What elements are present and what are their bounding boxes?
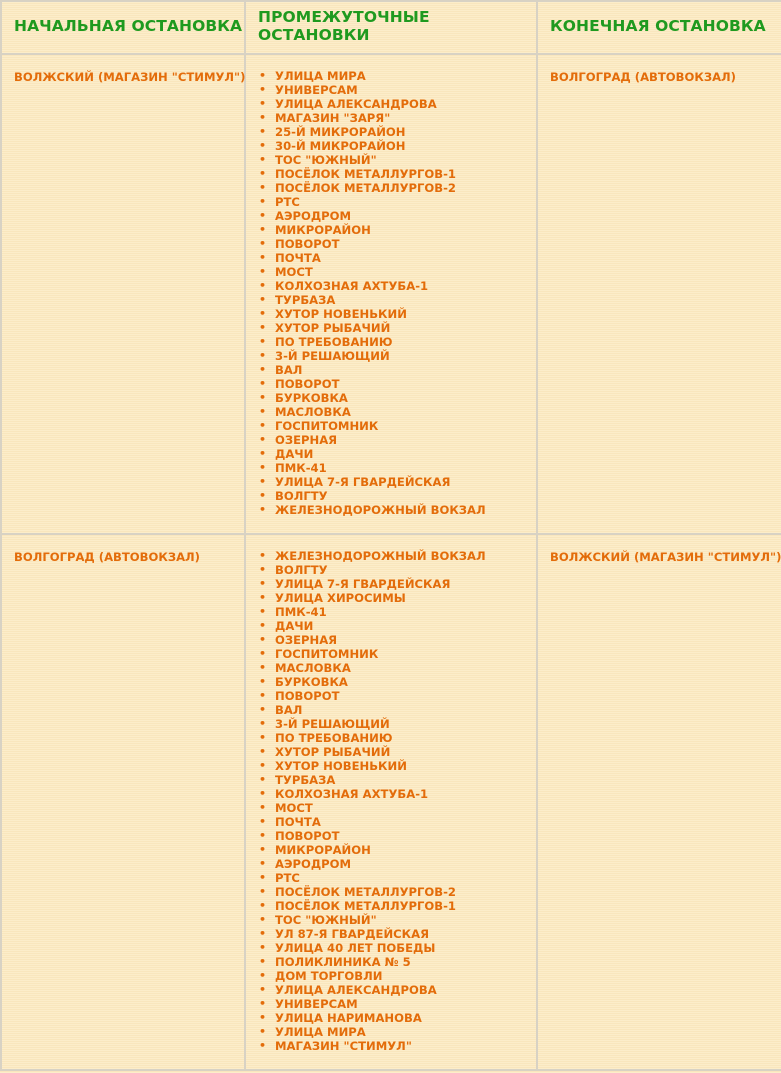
stop-list-item [259,605,536,619]
bullet-icon: • [259,983,267,996]
stop-name: ПОСЁЛОК МЕТАЛЛУРГОВ-2 [275,885,456,899]
stop-list-item [259,563,536,577]
bullet-icon: • [259,703,267,716]
stop-list-item [259,633,536,647]
stop-list-item [259,433,536,447]
stop-list-item [259,419,536,433]
stop-name: ДОМ ТОРГОВЛИ [275,969,383,983]
header-row [1,1,781,54]
bullet-icon: • [259,167,267,180]
stop-name: ВАЛ [275,363,303,377]
stop-name: ГОСПИТОМНИК [275,419,379,433]
stop-name: ХУТОР НОВЕНЬКИЙ [275,307,407,321]
stop-list-item [259,377,536,391]
intermediate-stops-list [246,535,536,1053]
stop-list-item [259,857,536,871]
start-stop-cell [1,54,245,534]
bullet-icon: • [259,605,267,618]
stop-name: ПОЛИКЛИНИКА № 5 [275,955,411,969]
bullet-icon: • [259,447,267,460]
header-intermediate-label: ПРОМЕЖУТОЧНЫЕ ОСТАНОВКИ [258,7,430,44]
stop-name: АЭРОДРОМ [275,209,352,223]
header-end-label: КОНЕЧНАЯ ОСТАНОВКА [550,16,766,35]
bullet-icon: • [259,209,267,222]
bullet-icon: • [259,549,267,562]
stop-list-item [259,125,536,139]
bullet-icon: • [259,1039,267,1052]
stop-name: 3-Й РЕШАЮЩИЙ [275,717,390,731]
bullet-icon: • [259,759,267,772]
route-row [1,54,781,534]
bullet-icon: • [259,675,267,688]
stop-list-item [259,829,536,843]
stop-name: ПОСЁЛОК МЕТАЛЛУРГОВ-2 [275,181,456,195]
bullet-icon: • [259,489,267,502]
stop-name: МАСЛОВКА [275,405,351,419]
bullet-icon: • [259,363,267,376]
stop-list-item [259,1025,536,1039]
start-stop: ВОЛЖСКИЙ (МАГАЗИН "СТИМУЛ") [14,70,246,84]
start-stop: ВОЛГОГРАД (АВТОВОКЗАЛ) [14,550,200,564]
intermediate-stops-list [246,55,536,517]
bullet-icon: • [259,619,267,632]
bullet-icon: • [259,279,267,292]
stop-name: АЭРОДРОМ [275,857,352,871]
stop-name: ДАЧИ [275,447,314,461]
stop-name: КОЛХОЗНАЯ АХТУБА-1 [275,787,429,801]
stop-list-item [259,335,536,349]
header-intermediate-stops [245,1,537,54]
stop-list-item [259,83,536,97]
header-start-stop [1,1,245,54]
stop-name: ОЗЕРНАЯ [275,633,338,647]
stop-name: ЖЕЛЕЗНОДОРОЖНЫЙ ВОКЗАЛ [275,549,486,563]
bullet-icon: • [259,237,267,250]
stop-name: МАГАЗИН "СТИМУЛ" [275,1039,412,1053]
stop-name: УЛИЦА 40 ЛЕТ ПОБЕДЫ [275,941,436,955]
stop-list-item [259,591,536,605]
end-stop: ВОЛГОГРАД (АВТОВОКЗАЛ) [550,70,736,84]
stop-list-item [259,661,536,675]
bullet-icon: • [259,731,267,744]
bullet-icon: • [259,927,267,940]
stop-list-item [259,745,536,759]
bullet-icon: • [259,899,267,912]
stop-list-item [259,703,536,717]
bullet-icon: • [259,997,267,1010]
stop-name: МОСТ [275,801,313,815]
bullet-icon: • [259,787,267,800]
stop-name: РТС [275,195,300,209]
bullet-icon: • [259,829,267,842]
bullet-icon: • [259,321,267,334]
stop-name: ТОС "ЮЖНЫЙ" [275,913,377,927]
stop-list-item [259,955,536,969]
stop-name: ПОСЁЛОК МЕТАЛЛУРГОВ-1 [275,899,456,913]
stop-name: ХУТОР НОВЕНЬКИЙ [275,759,407,773]
stop-list-item [259,899,536,913]
bullet-icon: • [259,857,267,870]
stop-list-item [259,223,536,237]
end-stop-cell [537,534,781,1070]
bullet-icon: • [259,125,267,138]
stop-name: МАГАЗИН "ЗАРЯ" [275,111,391,125]
stop-list-item [259,549,536,563]
bullet-icon: • [259,801,267,814]
stop-name: МАСЛОВКА [275,661,351,675]
bullet-icon: • [259,913,267,926]
intermediate-stops-cell [245,534,537,1070]
bullet-icon: • [259,377,267,390]
bullet-icon: • [259,307,267,320]
stop-list-item [259,111,536,125]
stop-name: МИКРОРАЙОН [275,843,371,857]
stop-name: КОЛХОЗНАЯ АХТУБА-1 [275,279,429,293]
stop-list-item [259,885,536,899]
bullet-icon: • [259,1011,267,1024]
bullet-icon: • [259,111,267,124]
bullet-icon: • [259,871,267,884]
bullet-icon: • [259,223,267,236]
bullet-icon: • [259,955,267,968]
start-stop-cell [1,534,245,1070]
stop-list-item [259,503,536,517]
stop-name: ПОВОРОТ [275,377,340,391]
stop-name: 30-Й МИКРОРАЙОН [275,139,406,153]
stop-list-item [259,251,536,265]
stop-list-item [259,997,536,1011]
stop-name: ПОВОРОТ [275,829,340,843]
stop-name: ПОЧТА [275,815,321,829]
stop-list-item [259,237,536,251]
stop-list-item [259,647,536,661]
stop-name: УНИВЕРСАМ [275,83,358,97]
stop-list-item [259,363,536,377]
bullet-icon: • [259,773,267,786]
stop-list-item [259,759,536,773]
stop-name: ПОВОРОТ [275,237,340,251]
stop-name: 25-Й МИКРОРАЙОН [275,125,406,139]
stop-list-item [259,941,536,955]
bullet-icon: • [259,419,267,432]
stop-list-item [259,139,536,153]
stop-list-item [259,461,536,475]
stop-name: ОЗЕРНАЯ [275,433,338,447]
stop-list-item [259,731,536,745]
stop-list-item [259,97,536,111]
stop-list-item [259,913,536,927]
stop-name: ВОЛГТУ [275,489,328,503]
stop-name: ТУРБАЗА [275,293,336,307]
bullet-icon: • [259,349,267,362]
stop-list-item [259,871,536,885]
bullet-icon: • [259,969,267,982]
stop-list-item [259,209,536,223]
stop-list-item [259,279,536,293]
stop-name: РТС [275,871,300,885]
stop-name: БУРКОВКА [275,391,348,405]
stop-list-item [259,391,536,405]
bullet-icon: • [259,577,267,590]
stop-list-item [259,927,536,941]
stop-list-item [259,69,536,83]
bullet-icon: • [259,139,267,152]
stop-list-item [259,689,536,703]
bullet-icon: • [259,265,267,278]
stop-name: ТОС "ЮЖНЫЙ" [275,153,377,167]
bullet-icon: • [259,69,267,82]
stop-name: 3-Й РЕШАЮЩИЙ [275,349,390,363]
stop-list-item [259,717,536,731]
stop-name: УНИВЕРСАМ [275,997,358,1011]
stop-name: ПОВОРОТ [275,689,340,703]
stop-list-item [259,801,536,815]
bullet-icon: • [259,391,267,404]
stop-list-item [259,983,536,997]
stop-list-item [259,675,536,689]
end-stop-cell [537,54,781,534]
stop-list-item [259,405,536,419]
stop-name: ПОСЁЛОК МЕТАЛЛУРГОВ-1 [275,167,456,181]
bullet-icon: • [259,251,267,264]
stop-name: ВОЛГТУ [275,563,328,577]
bullet-icon: • [259,689,267,702]
stop-name: ХУТОР РЫБАЧИЙ [275,745,391,759]
stop-list-item [259,195,536,209]
bullet-icon: • [259,591,267,604]
stop-name: МИКРОРАЙОН [275,223,371,237]
stop-name: ХУТОР РЫБАЧИЙ [275,321,391,335]
stop-name: УЛИЦА АЛЕКСАНДРОВА [275,983,437,997]
stop-name: ВАЛ [275,703,303,717]
stop-name: БУРКОВКА [275,675,348,689]
bullet-icon: • [259,461,267,474]
stop-name: ПМК-41 [275,461,327,475]
stop-name: УЛИЦА АЛЕКСАНДРОВА [275,97,437,111]
bullet-icon: • [259,1025,267,1038]
header-start-label: НАЧАЛЬНАЯ ОСТАНОВКА [14,16,243,35]
bullet-icon: • [259,563,267,576]
stop-list-item [259,815,536,829]
stop-name: ПОЧТА [275,251,321,265]
stop-name: ГОСПИТОМНИК [275,647,379,661]
stop-name: ПО ТРЕБОВАНИЮ [275,335,393,349]
stop-list-item [259,577,536,591]
bullet-icon: • [259,941,267,954]
end-stop: ВОЛЖСКИЙ (МАГАЗИН "СТИМУЛ") [550,550,781,564]
stop-list-item [259,489,536,503]
bullet-icon: • [259,717,267,730]
stop-name: ЖЕЛЕЗНОДОРОЖНЫЙ ВОКЗАЛ [275,503,486,517]
bullet-icon: • [259,885,267,898]
stop-name: УЛИЦА МИРА [275,1025,366,1039]
stop-list-item [259,787,536,801]
bullet-icon: • [259,405,267,418]
stop-list-item [259,1039,536,1053]
stop-list-item [259,475,536,489]
stop-name: УЛИЦА МИРА [275,69,366,83]
bullet-icon: • [259,293,267,306]
bullet-icon: • [259,815,267,828]
bullet-icon: • [259,335,267,348]
stop-list-item [259,307,536,321]
stop-list-item [259,167,536,181]
stop-list-item [259,321,536,335]
stop-list-item [259,265,536,279]
stop-list-item [259,293,536,307]
stop-list-item [259,843,536,857]
stop-list-item [259,349,536,363]
stop-list-item [259,153,536,167]
bullet-icon: • [259,661,267,674]
stop-name: ДАЧИ [275,619,314,633]
bullet-icon: • [259,181,267,194]
bullet-icon: • [259,153,267,166]
stop-list-item [259,619,536,633]
stop-name: ПО ТРЕБОВАНИЮ [275,731,393,745]
bullet-icon: • [259,843,267,856]
stop-list-item [259,969,536,983]
stop-list-item [259,181,536,195]
bullet-icon: • [259,83,267,96]
bullet-icon: • [259,433,267,446]
stop-name: МОСТ [275,265,313,279]
bullet-icon: • [259,647,267,660]
stop-name: УЛИЦА НАРИМАНОВА [275,1011,422,1025]
route-row [1,534,781,1070]
bullet-icon: • [259,745,267,758]
header-end-stop [537,1,781,54]
stop-list-item [259,1011,536,1025]
bullet-icon: • [259,633,267,646]
stop-name: УЛИЦА ХИРОСИМЫ [275,591,406,605]
stop-list-item [259,773,536,787]
stop-list-item [259,447,536,461]
stop-name: УЛ 87-Я ГВАРДЕЙСКАЯ [275,927,430,941]
stop-name: ТУРБАЗА [275,773,336,787]
bullet-icon: • [259,195,267,208]
stop-name: ПМК-41 [275,605,327,619]
bullet-icon: • [259,475,267,488]
stop-name: УЛИЦА 7-Я ГВАРДЕЙСКАЯ [275,577,451,591]
intermediate-stops-cell [245,54,537,534]
bullet-icon: • [259,503,267,516]
stop-name: УЛИЦА 7-Я ГВАРДЕЙСКАЯ [275,475,451,489]
bullet-icon: • [259,97,267,110]
